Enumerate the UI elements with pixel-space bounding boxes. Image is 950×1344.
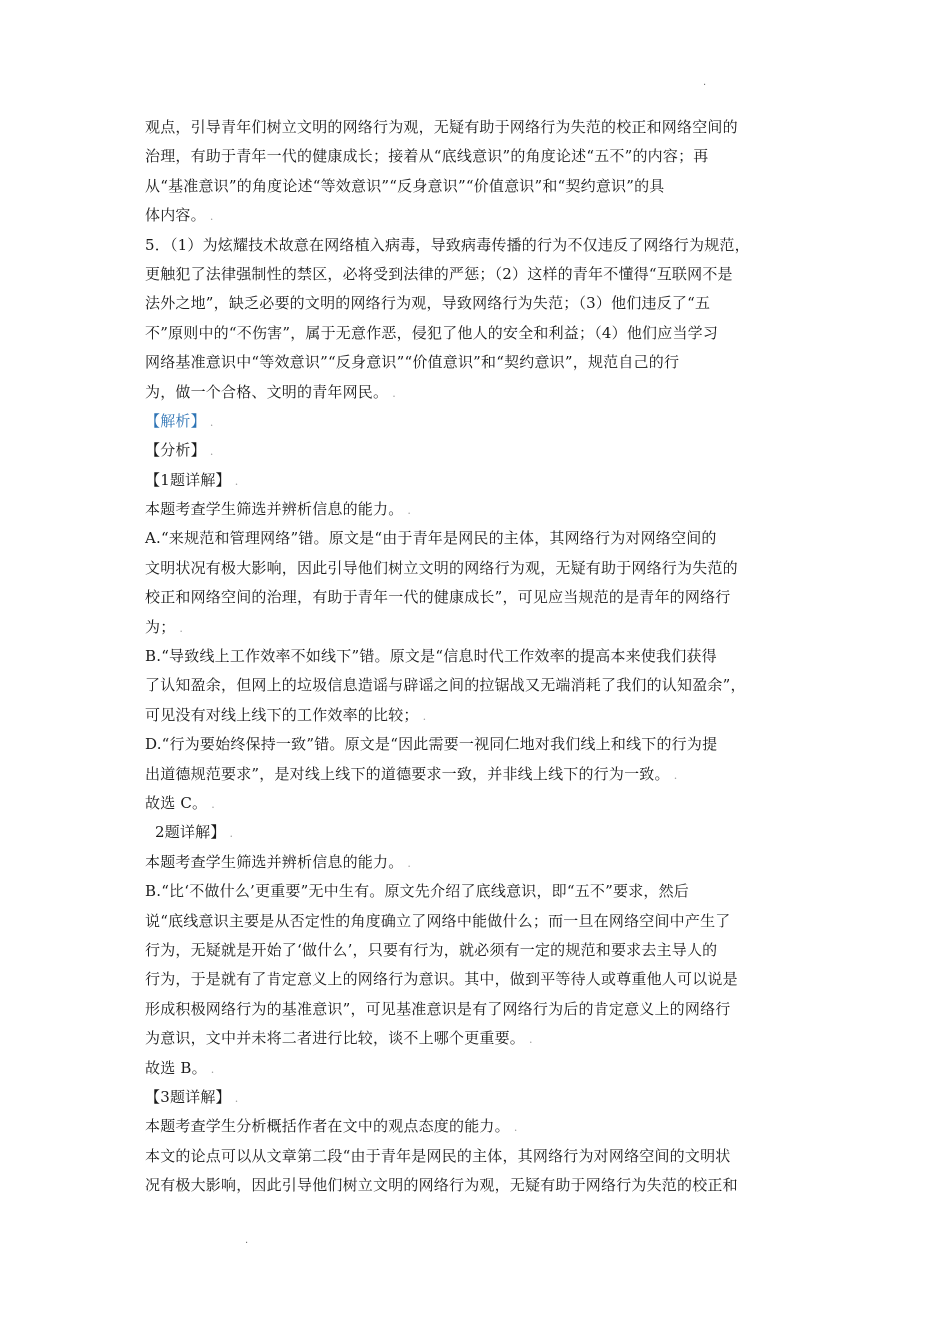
text-line <box>145 113 817 142</box>
text-line <box>145 495 817 524</box>
line-text: 行为，于是就有了肯定意义上的网络行为意识。其中，做到平等待人或尊重他人可以说是 <box>145 970 738 989</box>
text-line <box>145 348 817 377</box>
text-line <box>145 701 817 730</box>
text-line <box>145 671 817 700</box>
line-end-mark: . <box>210 1062 215 1076</box>
line-text: 5．（1）为炫耀技术故意在网络植入病毒，导致病毒传播的行为不仅违反了网络行为规范， <box>145 235 750 254</box>
page-mark-bottom: ‧ <box>245 1238 249 1249</box>
line-text: 本题考查学生筛选并辨析信息的能力。 <box>145 500 404 519</box>
line-end-mark: . <box>234 474 239 488</box>
line-text: 为，做一个合格、文明的青年网民。 <box>145 382 389 401</box>
text-line <box>145 1054 817 1083</box>
line-end-mark: . <box>422 709 427 723</box>
text-line <box>145 730 817 759</box>
line-text: 行为，无疑就是开始了‘做什么’，只要有行为，就必须有一定的规范和要求去主导人的 <box>145 940 718 959</box>
line-text: 【1题详解】 <box>145 470 231 489</box>
line-text: 从“基准意识”的角度论述“等效意识”“反身意识”“价值意识”和“契约意识”的具 <box>145 176 665 195</box>
text-line <box>145 848 817 877</box>
text-line <box>145 642 817 671</box>
text-line <box>145 995 817 1024</box>
text-line <box>145 142 817 171</box>
text-line <box>145 1024 817 1053</box>
line-text: 法外之地”，缺乏必要的文明的网络行为观，导致网络行为失范；（3）他们违反了“五 <box>145 294 711 313</box>
text-line <box>145 436 817 465</box>
text-line <box>145 907 817 936</box>
line-end-mark: . <box>407 504 412 518</box>
line-text: 本题考查学生筛选并辨析信息的能力。 <box>145 852 404 871</box>
line-end-mark: . <box>209 445 214 459</box>
text-line <box>145 378 817 407</box>
line-end-mark: . <box>392 386 396 400</box>
line-end-mark: . <box>209 210 214 224</box>
document-body <box>145 113 817 1200</box>
text-line <box>145 965 817 994</box>
line-text: 不”原则中的“不伤害”，属于无意作恶，侵犯了他人的安全和利益；（4）他们应当学习 <box>145 323 719 342</box>
line-text: 故选 B。 <box>145 1058 207 1077</box>
line-text: 本文的论点可以从文章第二段“由于青年是网民的主体，其网络行为对网络空间的文明状 <box>145 1146 731 1165</box>
text-line <box>145 319 817 348</box>
line-text: 故选 C。 <box>145 793 208 812</box>
text-line <box>145 554 817 583</box>
text-line <box>145 172 817 201</box>
line-end-mark: . <box>234 1091 239 1105</box>
text-line <box>145 936 817 965</box>
line-text: 网络基准意识中“等效意识”“反身意识”“价值意识”和“契约意识”，规范自己的行 <box>145 353 680 372</box>
line-text: 可见没有对线上线下的工作效率的比较； <box>145 705 419 724</box>
text-line <box>145 466 817 495</box>
text-line <box>145 407 817 436</box>
line-text: 【解析】 <box>145 411 206 430</box>
line-text: B.“比‘不做什么’更重要”无中生有。原文先介绍了底线意识，即“五不”要求，然后 <box>145 882 690 901</box>
line-text: 为意识，文中并未将二者进行比较，谈不上哪个更重要。 <box>145 1029 526 1048</box>
text-line <box>145 524 817 553</box>
text-line <box>145 789 817 818</box>
line-end-mark: . <box>407 856 412 870</box>
line-text: 体内容。 <box>145 206 206 225</box>
line-end-mark: . <box>513 1121 518 1135</box>
line-text: 2题详解】 <box>155 823 226 842</box>
text-line <box>145 613 817 642</box>
line-text: 更触犯了法律强制性的禁区，必将受到法律的严惩；（2）这样的青年不懂得“互联网不是 <box>145 264 733 283</box>
line-end-mark: . <box>209 415 214 429</box>
text-line <box>145 1142 817 1171</box>
line-text: 【分析】 <box>145 441 206 460</box>
line-text: 说“底线意识主要是从否定性的角度确立了网络中能做什么；而一旦在网络空间中产生了 <box>145 911 731 930</box>
line-text: 校正和网络空间的治理，有助于青年一代的健康成长”，可见应当规范的是青年的网络行 <box>145 588 731 607</box>
line-text: 【3题详解】 <box>145 1087 231 1106</box>
text-line <box>145 1171 817 1200</box>
line-end-mark: . <box>673 768 678 782</box>
line-text: 本题考查学生分析概括作者在文中的观点态度的能力。 <box>145 1117 510 1136</box>
text-line <box>145 1112 817 1141</box>
text-line <box>145 877 817 906</box>
text-line <box>145 201 817 230</box>
line-end-mark: . <box>229 827 234 841</box>
text-line <box>145 289 817 318</box>
text-line <box>145 231 817 260</box>
line-text: 形成积极网络行为的基准意识”，可见基准意识是有了网络行为后的肯定意义上的网络行 <box>145 999 731 1018</box>
line-end-mark: . <box>211 797 215 811</box>
line-text: 治理，有助于青年一代的健康成长；接着从“底线意识”的角度论述“五不”的内容；再 <box>145 147 709 166</box>
text-line <box>145 583 817 612</box>
line-text: B.“导致线上工作效率不如线下”错。原文是“信息时代工作效率的提高本来使我们获得 <box>145 647 717 666</box>
line-text: 出道德规范要求”，是对线上线下的道德要求一致，并非线上线下的行为一致。 <box>145 764 670 783</box>
text-line <box>145 260 817 289</box>
line-text: D.“行为要始终保持一致”错。原文是“因此需要一视同仁地对我们线上和线下的行为提 <box>145 735 718 754</box>
line-text: 观点，引导青年们树立文明的网络行为观，无疑有助于网络行为失范的校正和网络空间的 <box>145 118 738 136</box>
line-text: 了认知盈余，但网上的垃圾信息造谣与辟谣之间的拉锯战又无端消耗了我们的认知盈余”， <box>145 676 746 695</box>
line-text: A.“来规范和管理网络”错。原文是“由于青年是网民的主体，其网络行为对网络空间的 <box>145 529 717 548</box>
page-mark-top: ‧ <box>703 80 707 91</box>
line-text: 文明状况有极大影响，因此引导他们树立文明的网络行为观，无疑有助于网络行为失范的 <box>145 558 738 577</box>
text-line <box>145 818 817 847</box>
text-line <box>145 1083 817 1112</box>
line-text: 况有极大影响，因此引导他们树立文明的网络行为观，无疑有助于网络行为失范的校正和 <box>145 1176 738 1195</box>
line-end-mark: . <box>529 1033 533 1047</box>
line-text: 为； <box>145 617 176 636</box>
text-line <box>145 760 817 789</box>
line-end-mark: . <box>179 621 184 635</box>
